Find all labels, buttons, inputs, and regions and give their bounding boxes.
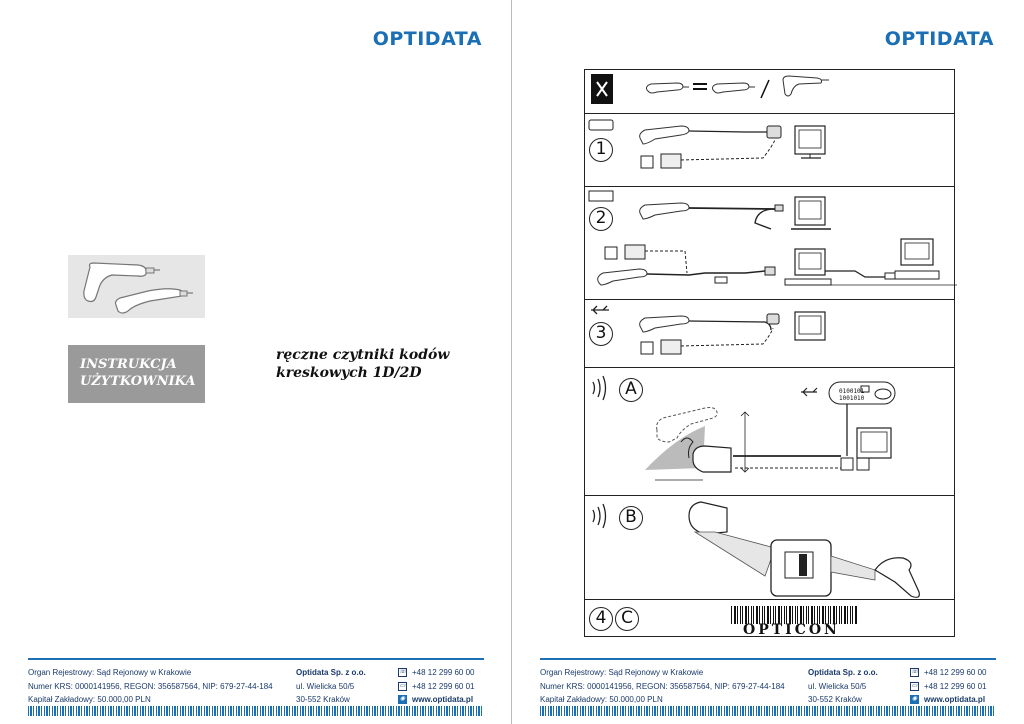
optidata-logo: OPTIDATA [372,28,482,50]
footer-street: ul. Wielicka 50/5 [296,681,355,691]
fax-icon-right: ▭ [911,682,918,689]
wireless-b-icon [593,504,606,528]
globe-icon-right: ◉ [911,696,918,703]
step-1-number: 1 [589,138,613,162]
page-footer-right [512,658,1024,724]
panel-scanner-models [585,70,954,114]
usb-icon [591,306,609,314]
footer-registry-right [540,666,785,707]
footer-registry [28,666,273,707]
footer-company-right: Optidata Sp. z o.o. [808,668,878,677]
footer-city-right: 30-552 Kraków [808,695,862,704]
footer-web-right[interactable]: www.optidata.pl [924,695,986,704]
fax-icon: ▭ [399,682,406,689]
panel-keyboard-wedge [585,187,954,300]
step-2-number: 2 [589,207,613,231]
footer-registry-line1: Organ Rejestrowy: Sąd Rejonowy w Krakowie [28,668,192,677]
power-socket-icon [641,156,653,168]
footer-company: Optidata Sp. z o.o. [296,668,366,677]
binary-line2: 1001010 [839,395,865,402]
barcode-caption: OPTICON [743,622,840,638]
step-b-letter: B [619,506,643,530]
footer-barcode-strip [28,706,484,716]
optidata-logo-right: OPTIDATA [884,28,994,50]
footer-divider-right [540,658,996,660]
footer-registry-line3: Kapitał Zakładowy: 50.000,00 PLN [28,695,151,704]
panel-wireless-a [585,368,954,496]
footer-contact [398,666,475,707]
footer-contact-right [910,666,987,707]
footer-fax-right: +48 12 299 60 01 [924,681,987,691]
footer-registry-line2-right: Numer KRS: 0000141956, REGON: 356587564, NIP: 679-27-44-184 [540,681,785,691]
phone-icon: ☏ [399,669,407,676]
footer-address [296,666,366,707]
footer-phone: +48 12 299 60 00 [412,668,475,677]
step-a-letter: A [619,378,643,402]
diagram-page [512,0,1024,724]
manual-title-line2: UŻYTKOWNIKA [80,374,196,389]
panel-barcode-c [585,600,954,638]
page-footer [0,658,512,724]
serial-port-icon [589,120,613,130]
step-c-letter: C [615,607,639,631]
phone-icon-right: ☏ [911,669,919,676]
footer-registry-line2: Numer KRS: 0000141956, REGON: 356587564, NIP: 679-27-44-184 [28,681,273,691]
connection-diagram [584,69,955,637]
panel-rs232 [585,114,954,187]
footer-street-right: ul. Wielicka 50/5 [808,681,867,691]
footer-city: 30-552 Kraków [296,695,350,704]
footer-phone-right: +48 12 299 60 00 [924,668,987,677]
binary-code [839,388,864,402]
globe-icon: ◉ [399,696,406,703]
footer-web[interactable]: www.optidata.pl [412,695,474,704]
wireless-icon [593,376,606,400]
footer-registry-line1-right: Organ Rejestrowy: Sąd Rejonowy w Krakowie [540,668,704,677]
footer-barcode-strip-right [540,706,996,716]
footer-address-right [808,666,878,707]
panel-usb [585,300,954,368]
binary-line1: 0100101 [839,388,865,395]
step-3-number: 3 [589,322,613,346]
footer-fax: +48 12 299 60 01 [412,681,475,691]
manual-subtitle-line2: kreskowych 1D/2D [276,365,422,381]
manual-title-line1: INSTRUKCJA [80,357,177,372]
footer-divider [28,658,484,660]
manual-subtitle [276,346,476,382]
manual-title-box [68,345,205,403]
footer-registry-line3-right: Kapitał Zakładowy: 50.000,00 PLN [540,695,663,704]
panel-wireless-b [585,496,954,600]
keyboard-port-icon [589,191,613,201]
manual-subtitle-line1: ręczne czytniki kodów [276,347,450,363]
product-image [68,255,205,318]
step-4-number: 4 [589,607,613,631]
scanner-illustration-icon [68,255,205,318]
